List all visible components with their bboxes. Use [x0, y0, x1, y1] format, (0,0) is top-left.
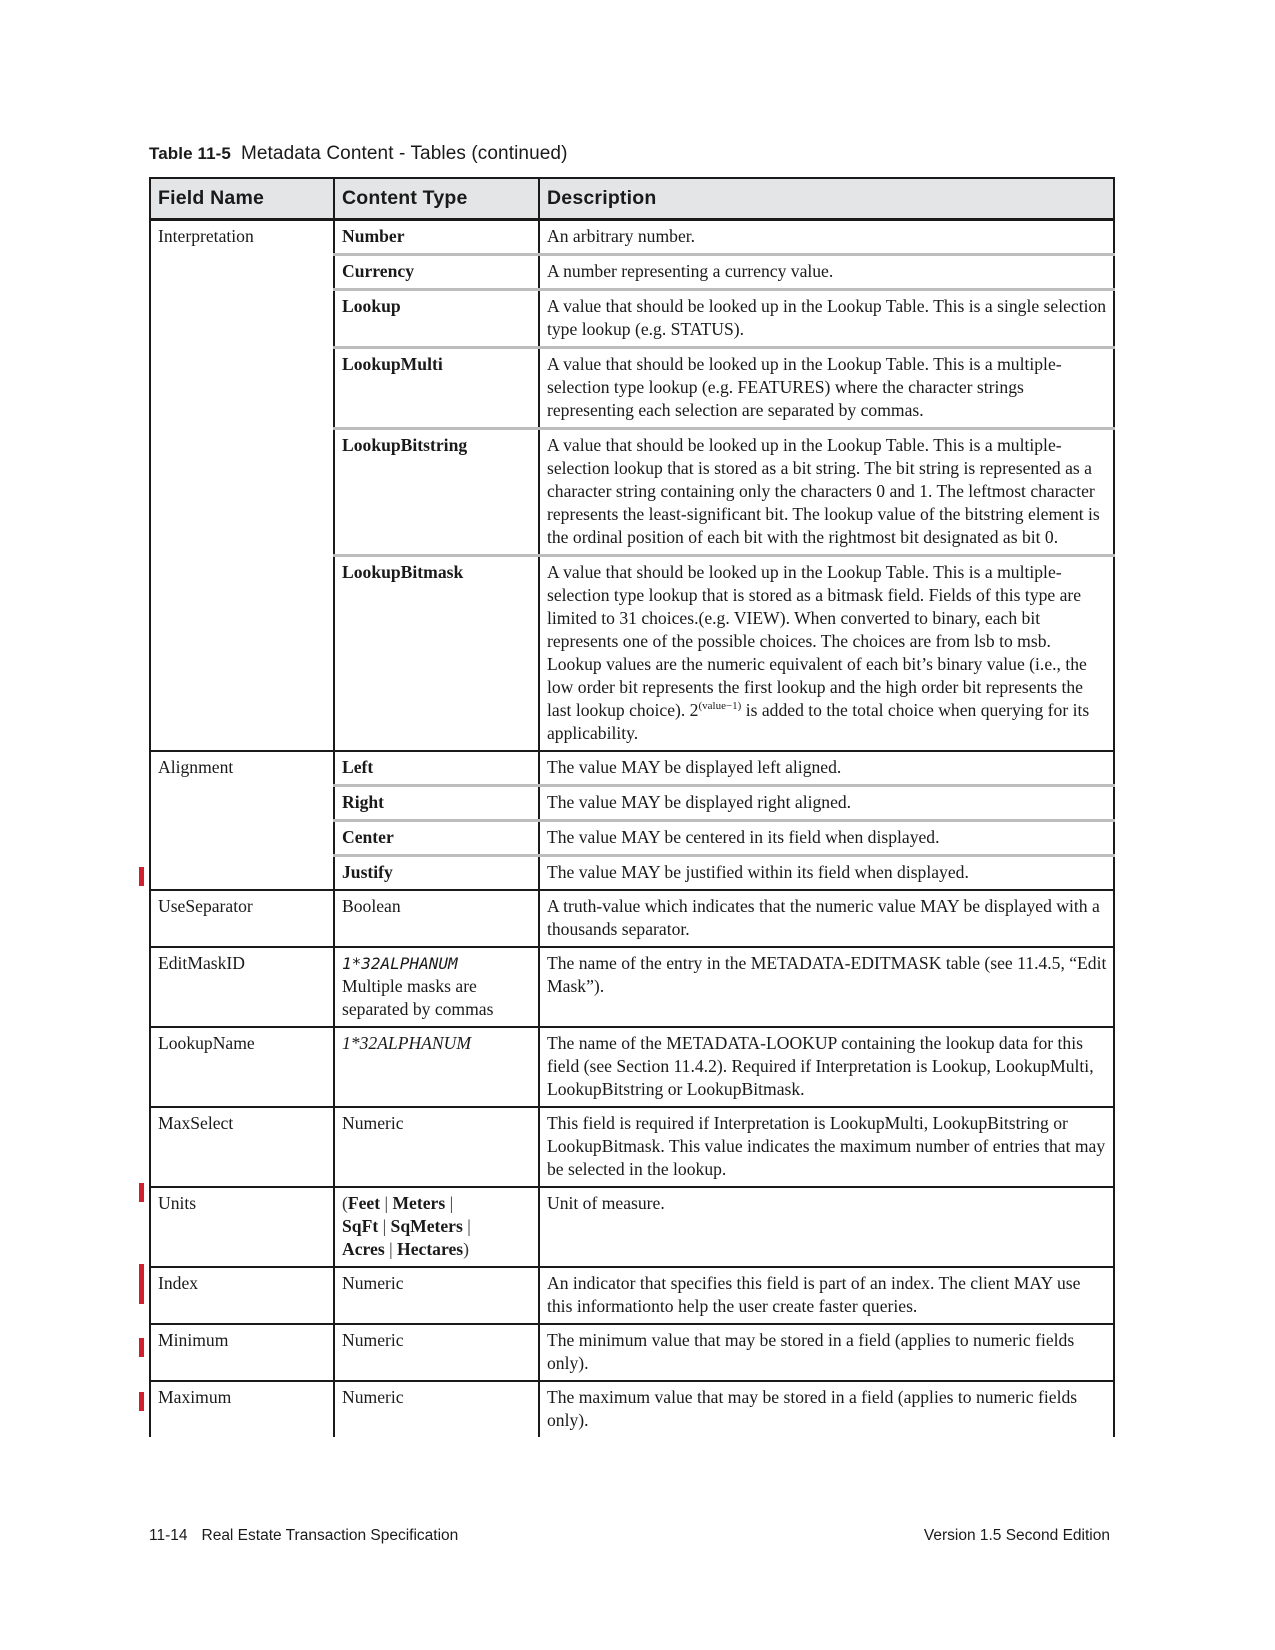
description-cell: A truth-value which indicates that the numeric value MAY be displayed with a thousands separator. [539, 890, 1114, 947]
content-type-cell: Numeric [334, 1107, 539, 1187]
content-type-cell: Numeric [334, 1381, 539, 1437]
content-type-cell: Left [334, 751, 539, 786]
description-cell: A value that should be looked up in the Lookup Table. This is a multiple-selection lookup that is stored as a bit string. The bit string is represented as a character string containing only the characters 0 and 1. The leftmost character represents the least-significant bit. The lookup value of the bitstring element is the ordinal position of each bit with the rightmost bit designated as bit 0. [539, 429, 1114, 556]
unit-option: Feet [347, 1193, 381, 1213]
separator: | [382, 1216, 387, 1236]
description-cell: An arbitrary number. [539, 220, 1114, 255]
description-cell: A value that should be looked up in the Lookup Table. This is a multiple-selection type lookup (e.g. FEATURES) where the character strings representing each selection are separated by commas. [539, 348, 1114, 429]
content-type-cell: LookupBitmask [334, 556, 539, 752]
change-bar-units [139, 1183, 144, 1202]
description-cell: The value MAY be displayed right aligned. [539, 786, 1114, 821]
field-name-cell: Index [150, 1267, 334, 1324]
header-content-type: Content Type [334, 178, 539, 220]
field-name-cell: LookupName [150, 1027, 334, 1107]
description-cell: Unit of measure. [539, 1187, 1114, 1267]
content-type-cell: Numeric [334, 1324, 539, 1381]
content-type-cell: 1*32ALPHANUM [334, 1027, 539, 1107]
change-bar-index [139, 1264, 144, 1304]
table-header-row [150, 178, 1114, 220]
table-row-interpretation-number [150, 220, 1114, 255]
table-row-units [150, 1187, 1114, 1267]
table-caption [149, 143, 568, 165]
table-row-alignment-left [150, 751, 1114, 786]
document-version: Version 1.5 Second Edition [923, 1527, 1110, 1544]
unit-option: Acres [342, 1239, 385, 1259]
table-row-lookupname [150, 1027, 1114, 1107]
description-cell: The name of the METADATA-LOOKUP containing the lookup data for this field (see Section 11.4.2). Required if Interpretation is Lookup, LookupMulti, LookupBitstring or LookupBitmask. [539, 1027, 1114, 1107]
unit-option: SqFt [342, 1216, 379, 1236]
header-description: Description [539, 178, 1114, 220]
unit-option: Meters [392, 1193, 446, 1213]
unit-option: SqMeters [390, 1216, 463, 1236]
content-type-note: Multiple masks are separated by commas [342, 976, 494, 1019]
table-number: Table 11-5 [149, 144, 231, 163]
content-type-cell: Justify [334, 856, 539, 891]
description-cell: The maximum value that may be stored in a field (applies to numeric fields only). [539, 1381, 1114, 1437]
open-paren: ( [342, 1193, 348, 1213]
header-field-name: Field Name [150, 178, 334, 220]
content-type-cell [334, 947, 539, 1027]
table-row-minimum [150, 1324, 1114, 1381]
content-type-format: 1*32ALPHANUM [342, 954, 458, 973]
field-name-cell: Minimum [150, 1324, 334, 1381]
separator: | [384, 1193, 389, 1213]
content-type-cell: LookupMulti [334, 348, 539, 429]
description-cell: The value MAY be centered in its field when displayed. [539, 821, 1114, 856]
field-name-cell: Interpretation [150, 220, 334, 752]
description-cell: The value MAY be displayed left aligned. [539, 751, 1114, 786]
content-type-cell: Right [334, 786, 539, 821]
metadata-content-table [149, 177, 1115, 1437]
change-bar-justify [139, 867, 144, 886]
units-line-1 [342, 1192, 532, 1215]
field-name-cell: UseSeparator [150, 890, 334, 947]
content-type-cell: LookupBitstring [334, 429, 539, 556]
table-row-editmaskid [150, 947, 1114, 1027]
field-name-cell: Maximum [150, 1381, 334, 1437]
table-row-index [150, 1267, 1114, 1324]
content-type-cell: Currency [334, 255, 539, 290]
document-title: Real Estate Transaction Specification [201, 1527, 459, 1544]
separator: | [449, 1193, 454, 1213]
field-name-cell: EditMaskID [150, 947, 334, 1027]
units-line-3 [342, 1238, 532, 1261]
content-type-cell: Boolean [334, 890, 539, 947]
description-cell: A number representing a currency value. [539, 255, 1114, 290]
description-cell: This field is required if Interpretation is LookupMulti, LookupBitstring or LookupBitmask. This value indicates the maximum number of entries that may be selected in the lookup. [539, 1107, 1114, 1187]
change-bar-maximum [139, 1392, 144, 1411]
description-text: A value that should be looked up in the Lookup Table. This is a multiple-selection type lookup that is stored as a bitmask field. Fields of this type are limited to 31 choices.(e.g. VIEW). When converted to binary, each bit represents one of the possible choices. The choices are from lsb to msb. Lookup values are the numeric equivalent of each bit’s binary value (i.e., the low order bit represents the first lookup and the high order bit represents the last lookup choice). 2 [547, 562, 1087, 720]
content-type-cell: Lookup [334, 290, 539, 348]
description-cell: The value MAY be justified within its field when displayed. [539, 856, 1114, 891]
exponent: (value−1) [698, 700, 742, 712]
separator: | [389, 1239, 393, 1259]
close-paren: ) [463, 1239, 469, 1259]
table-row-useseparator [150, 890, 1114, 947]
field-name-cell: Units [150, 1187, 334, 1267]
change-bar-minimum [139, 1338, 144, 1357]
field-name-cell: MaxSelect [150, 1107, 334, 1187]
units-line-2 [342, 1215, 532, 1238]
table-row-maximum [150, 1381, 1114, 1437]
description-cell: The minimum value that may be stored in a field (applies to numeric fields only). [539, 1324, 1114, 1381]
content-type-cell: Numeric [334, 1267, 539, 1324]
description-text: is added to the total choice when querying for its applicability. [547, 700, 1090, 743]
description-cell: A value that should be looked up in the Lookup Table. This is a single selection type lookup (e.g. STATUS). [539, 290, 1114, 348]
table-row-maxselect [150, 1107, 1114, 1187]
field-name-cell: Alignment [150, 751, 334, 890]
description-cell: An indicator that specifies this field is part of an index. The client MAY use this informationto help the user create faster queries. [539, 1267, 1114, 1324]
page-number: 11-14 [149, 1527, 188, 1544]
content-type-cell: Center [334, 821, 539, 856]
separator: | [467, 1216, 471, 1236]
description-cell [539, 556, 1114, 752]
content-type-cell [334, 1187, 539, 1267]
description-cell: The name of the entry in the METADATA-EDITMASK table (see 11.4.5, “Edit Mask”). [539, 947, 1114, 1027]
content-type-cell: Number [334, 220, 539, 255]
table-title: Metadata Content - Tables (continued) [240, 143, 568, 164]
page-footer-left [149, 1527, 458, 1545]
unit-option: Hectares [397, 1239, 464, 1259]
